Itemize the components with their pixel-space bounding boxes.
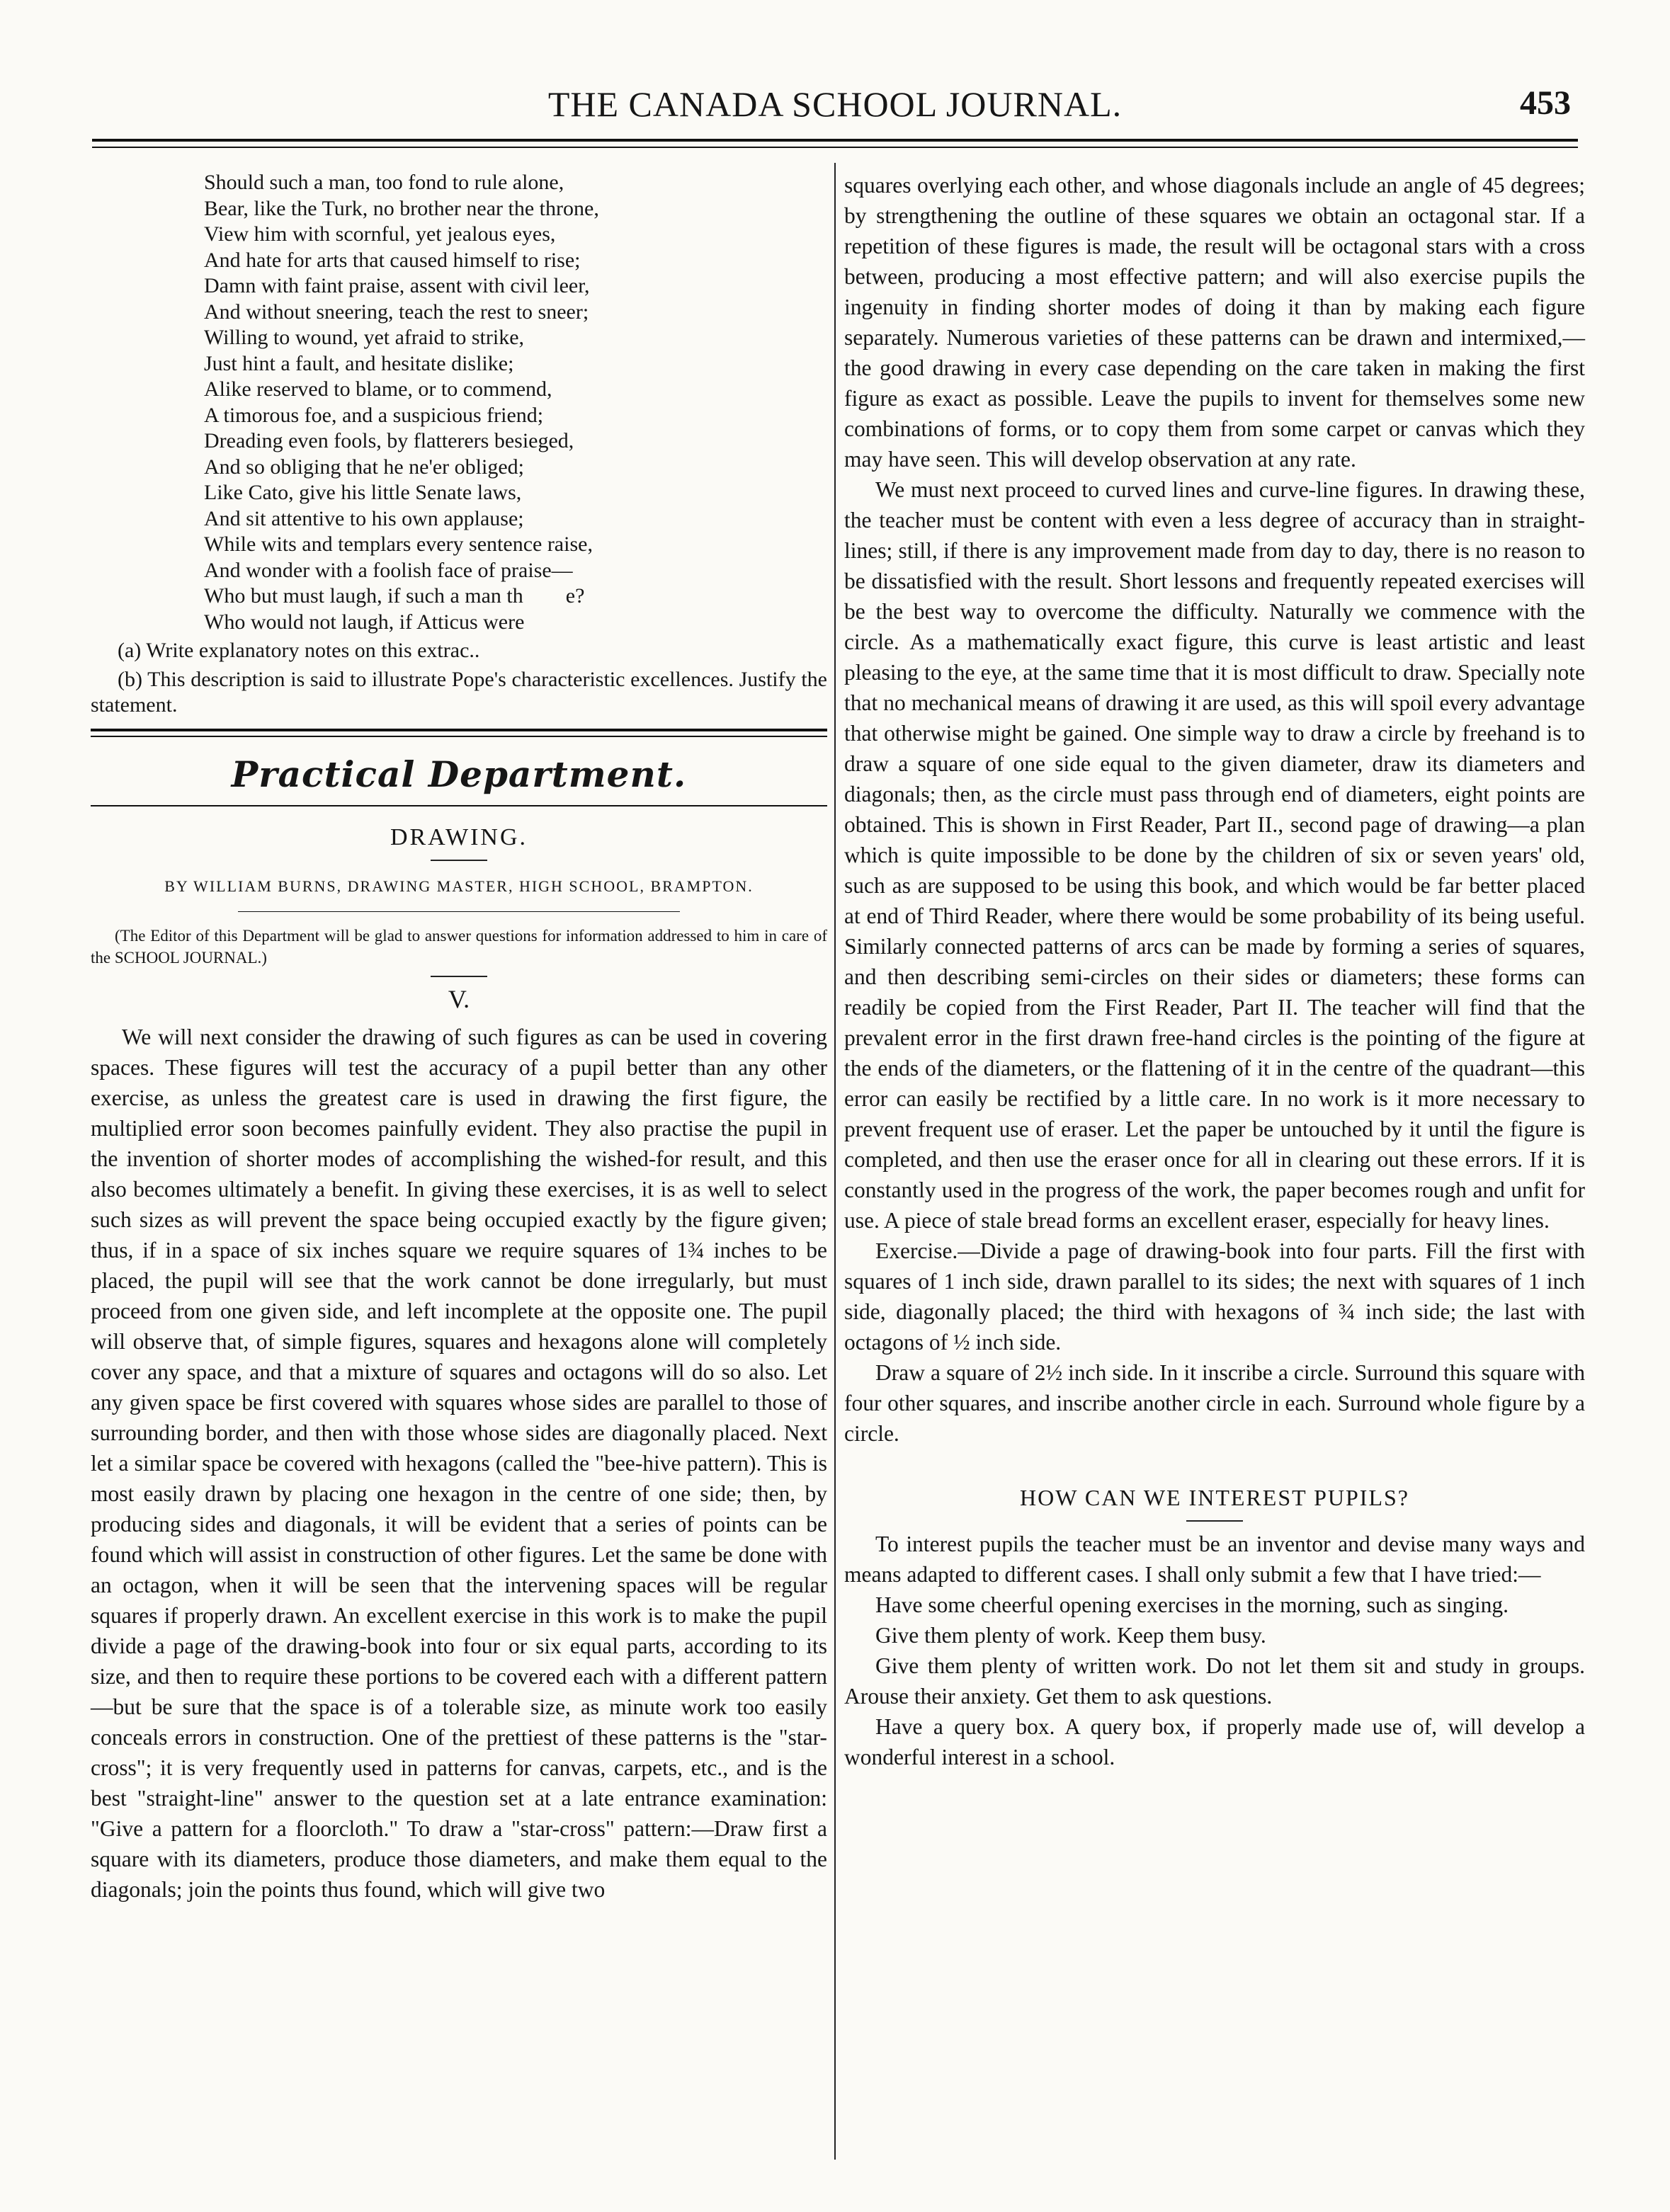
journal-title: THE CANADA SCHOOL JOURNAL. — [547, 84, 1123, 124]
poem-line: View him with scornful, yet jealous eyes, — [204, 222, 556, 246]
body-paragraph: Have some cheerful opening exercises in the morning, such as singing. — [875, 1592, 1509, 1617]
poem-line: Dreading even fools, by flatterers besieged, — [204, 429, 574, 452]
page-number: 453 — [1520, 84, 1571, 122]
left-column — [91, 170, 827, 1905]
column-divider — [834, 163, 836, 2160]
editor-note: (The Editor of this Department will be glad to answer questions for information addressed to him in care of the SCHOOL JOURNAL.) — [91, 926, 827, 967]
body-paragraph: squares overlying each other, and whose diagonals include an angle of 45 degrees; by strengthening the outline of these squares we obtain an octagonal star. If a repetition of these figures is made, the result will be octagonal stars with a cross between, producing a most effective pattern; and will also exercise pupils the ingenuity in finding shorter modes of doing it than by making each figure separately. Numerous varieties of these patterns can be drawn and intermixed,—the good drawing in every case depending on the care taken in making the first figure as exact as possible. Leave the pupils to invent for themselves some new combinations of forms, or to copy them from some carpet or canvas which they may have seen. This will develop observation at any rate. — [844, 173, 1585, 472]
exercise-paragraph: Exercise.—Divide a page of drawing-book into four parts. Fill the first with squares of 1 inch side, drawn parallel to its sides; the next with squares of 1 inch side, diagonally placed; the third with hexagons of ¾ inch side; the last with octagons of ½ inch side. — [844, 1238, 1585, 1355]
department-title: Practical Department. — [231, 753, 687, 795]
body-paragraph: We will next consider the drawing of such figures as can be used in covering spaces. These figures will test the accuracy of a pupil better than any other exercise, as unless the greatest care is used in drawing the first figure, the multiplied error soon becomes painfully evident. They also practise the pupil in the invention of shorter modes of accomplishing the wished-for result, and this also becomes ultimately a benefit. In giving these exercises, it is as well to select such sizes as will prevent the space being occupied exactly by the figure given; thus, if in a space of six inches square we require squares of 1¾ inches to be placed, the pupil will see that the work cannot be done irregularly, but must proceed from one given side, and left incomplete at the opposite one. The pupil will observe that, of simple figures, squares and hexagons alone will completely cover any space, and that a mixture of squares and octagons will do so also. Let any given space be first covered with squares whose sides are parallel to those of surrounding border, and then with those whose sides are diagonally placed. Next let a similar space be covered with hexagons (called the "bee-hive pattern). This is most easily drawn by placing one hexagon in the centre of one side; then, by producing sides and diagonals, it will be evident that a series of points can be found which will assist in construction of other figures. Let the same be done with an octagon, when it will be seen that the intervening spaces will be regular squares if properly drawn. An excellent exercise in this work is to make the pupil divide a page of the drawing-book into four or six equal parts, according to its size, and then to require these portions to be covered each with a different pattern—but be sure that the space is of a tolerable size, as minute work too easily conceals errors in construction. One of the prettiest of these patterns is the "star-cross"; it is very frequently used in patterns for canvas, carpets, etc., and is the best "straight-line" answer to the question set at a late entrance examination: "Give a pattern for a floorcloth." To draw a "star-cross" pattern:—Draw first a square with its diameters, produce those diameters, and make them equal to the diagonals; join the points thus found, which will give two — [91, 1024, 827, 1902]
poem-line: Like Cato, give his little Senate laws, — [204, 481, 522, 504]
exam-question-a: (a) Write explanatory notes on this extrac.. — [118, 639, 480, 662]
section-rule-thick — [91, 729, 827, 731]
body-paragraph: Give them plenty of written work. Do not let them sit and study in groups. Arouse their anxiety. Get them to ask questions. — [844, 1653, 1585, 1709]
short-rule — [431, 860, 487, 861]
poem-extract — [204, 170, 827, 635]
poem-line: Willing to wound, yet afraid to strike, — [204, 326, 525, 349]
exam-question-b: (b) This description is said to illustrate Pope's characteristic excellences. Justify the statement. — [91, 667, 827, 717]
section-title: DRAWING. — [390, 823, 528, 850]
poem-line: Who but must laugh, if such a man th e? — [204, 584, 585, 608]
poem-line: Bear, like the Turk, no brother near the throne, — [204, 196, 599, 220]
poem-line: Damn with faint praise, assent with civil leer, — [204, 274, 590, 297]
poem-line: Just hint a fault, and hesitate dislike; — [204, 351, 514, 375]
poem-line: And so obliging that he ne'er obliged; — [204, 455, 524, 479]
body-paragraph: We must next proceed to curved lines and curve-line figures. In drawing these, the teacher must be content with even a less degree of accuracy than in straight-lines; still, if there is any improvement made from day to day, there is no reason to be dissatisfied with the result. Short lessons and frequently repeated exercises will be the best way to overcome the difficulty. Naturally we commence with the circle. As a mathematically exact figure, this curve is least artistic and least pleasing to the eye, at the same time that it is most difficult to draw. Specially note that no mechanical means of drawing it are used, as this will spoil every advantage that otherwise might be gained. One simple way to draw a circle by freehand is to draw a square of one side equal to the given diameter, draw its diameters and diagonals; then, as the circle must pass through end of diameters, eight points are obtained. This is shown in First Reader, Part II., second page of drawing—a plan which is quite impossible to be done by the children of six or seven years' old, such as are supposed to be using this book, and which would be far better placed at end of Third Reader, where there would be some probability of its being useful. Similarly connected patterns of arcs can be made by forming a series of squares, and then describing semi-circles on their sides or diameters; these forms can readily be copied from the First Reader, Part II. The teacher will find that the prevalent error in the first drawn free-hand circles is the pointing of the figure at the ends of the diameters, or the flattening of it in the centre of the quadrant—this error can easily be rectified by a little care. In no work is it more necessary to prevent frequent use of eraser. Let the paper be untouched by it until the figure is completed, and then use the eraser once for all in clearing out these errors. If it is constantly used in the progress of the work, the paper becomes rough and unfit for use. A piece of stale bread forms an excellent eraser, especially for heavy lines. — [844, 477, 1585, 1233]
body-paragraph: Draw a square of 2½ inch side. In it inscribe a circle. Surround this square with four other squares, and inscribe another circle in each. Surround whole figure by a circle. — [844, 1360, 1585, 1446]
poem-line: Alike reserved to blame, or to commend, — [204, 377, 552, 401]
poem-line: While wits and templars every sentence raise, — [204, 532, 593, 556]
short-rule — [431, 976, 487, 977]
short-rule — [1186, 1520, 1243, 1522]
poem-line: And hate for arts that caused himself to rise; — [204, 248, 581, 272]
body-paragraph: Have a query box. A query box, if properly made use of, will develop a wonderful interest in a school. — [844, 1714, 1585, 1769]
byline-rule — [238, 911, 680, 912]
interest-section-title: HOW CAN WE INTEREST PUPILS? — [1020, 1485, 1409, 1510]
poem-line: And wonder with a foolish face of praise— — [204, 558, 573, 582]
poem-line: And without sneering, teach the rest to sneer; — [204, 300, 589, 324]
right-column — [844, 170, 1585, 1772]
poem-line: Who would not laugh, if Atticus were — [204, 610, 525, 634]
header-rule-thin — [92, 147, 1578, 148]
part-number: V. — [448, 984, 470, 1013]
article-byline: BY WILLIAM BURNS, DRAWING MASTER, HIGH SCHOOL, BRAMPTON. — [164, 877, 754, 895]
department-rule — [91, 805, 827, 806]
poem-line: And sit attentive to his own applause; — [204, 506, 524, 530]
poem-line: A timorous foe, and a suspicious friend; — [204, 403, 544, 427]
section-rule-thin — [91, 736, 827, 737]
running-head — [92, 84, 1578, 133]
body-paragraph: To interest pupils the teacher must be an inventor and devise many ways and means adapted to different cases. I shall only submit a few that I have tried:— — [844, 1532, 1585, 1587]
poem-line: Should such a man, too fond to rule alone, — [204, 171, 564, 194]
body-paragraph: Give them plenty of work. Keep them busy. — [875, 1623, 1266, 1648]
header-rule-thick — [92, 139, 1578, 142]
